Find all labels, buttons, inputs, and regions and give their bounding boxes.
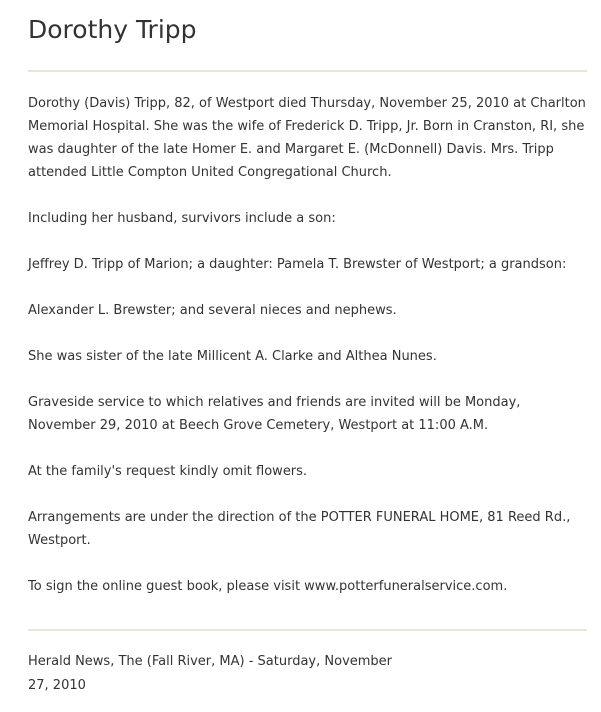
- top-divider: [28, 70, 587, 72]
- source-line-publication: Herald News, The (Fall River, MA) - Saturday, November: [28, 654, 393, 669]
- paragraph-arrangements: Arrangements are under the direction of the POTTER FUNERAL HOME, 81 Reed Rd., Westport.: [28, 510, 571, 548]
- paragraph-son-daughter: Jeffrey D. Tripp of Marion; a daughter: Pamela T. Brewster of Westport; a grandson:: [28, 257, 567, 272]
- bottom-divider: [28, 629, 587, 631]
- paragraph-siblings: She was sister of the late Millicent A. Clarke and Althea Nunes.: [28, 349, 437, 364]
- paragraph-flowers: At the family's request kindly omit flowers.: [28, 464, 308, 479]
- paragraph-survivors-intro: Including her husband, survivors include a son:: [28, 211, 336, 226]
- page-title: Dorothy Tripp: [28, 15, 197, 44]
- obituary-body: [28, 92, 587, 621]
- source-citation: [28, 650, 587, 698]
- source-line-date: 27, 2010: [28, 678, 86, 693]
- paragraph-service: Graveside service to which relatives and friends are invited will be Monday, November 29, 2010 at Beech Grove Cemetery, Westport at 11:00 A.M.: [28, 395, 521, 433]
- paragraph-grandson: Alexander L. Brewster; and several nieces and nephews.: [28, 303, 397, 318]
- paragraph-guest-book: To sign the online guest book, please visit www.potterfuneralservice.com.: [28, 579, 508, 594]
- paragraph-death-notice: Dorothy (Davis) Tripp, 82, of Westport died Thursday, November 25, 2010 at Charlton Memorial Hospital. She was the wife of Frederick D. Tripp, Jr. Born in Cranston, RI, she was daughter of the late Homer E. and Margaret E. (McDonnell) Davis. Mrs. Tripp attended Little Compton United Congregational Church.: [28, 96, 586, 180]
